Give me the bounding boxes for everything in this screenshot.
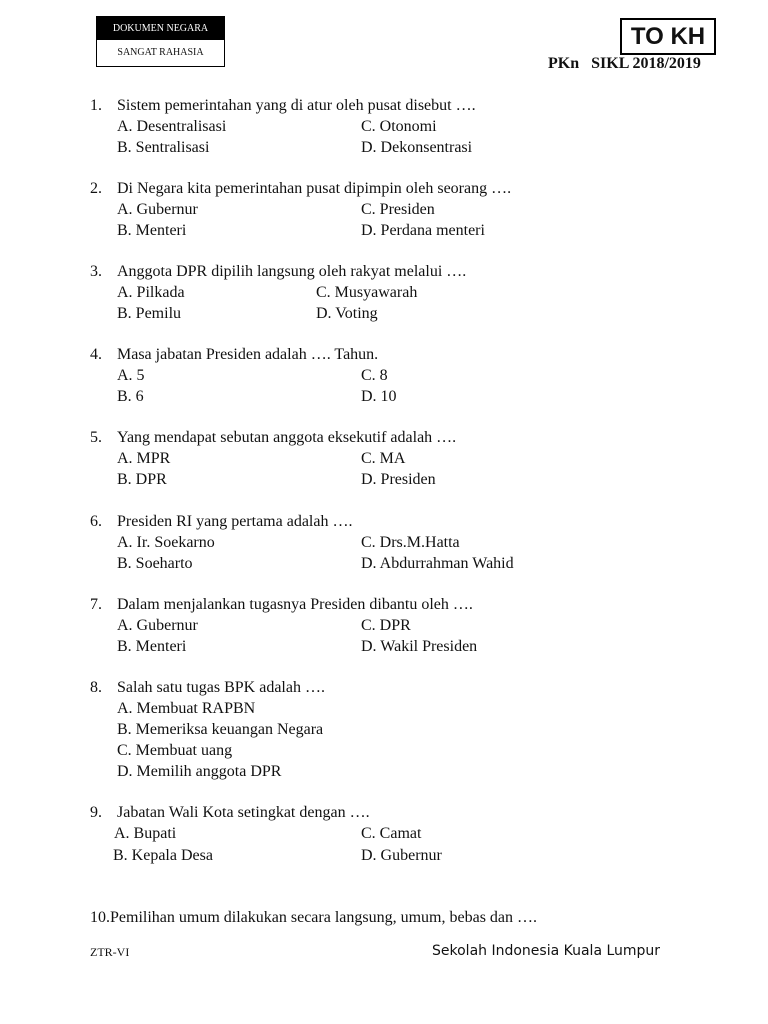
question-text: Salah satu tugas BPK adalah …. [117, 679, 325, 696]
question-3 [90, 261, 466, 282]
question-5 [90, 427, 456, 448]
option-b: B. DPR [117, 471, 167, 488]
option-c: C. Presiden [361, 201, 435, 218]
option-d: D. Gubernur [361, 847, 442, 864]
option-a: A. Pilkada [117, 284, 185, 301]
question-text: Yang mendapat sebutan anggota eksekutif adalah …. [117, 429, 457, 446]
question-text: Masa jabatan Presiden adalah …. Tahun. [117, 346, 379, 363]
option-c: C. Otonomi [361, 118, 437, 135]
question-text: Anggota DPR dipilih langsung oleh rakyat melalui …. [117, 263, 467, 280]
question-number: 10. [90, 909, 110, 926]
question-8 [90, 677, 325, 698]
footer-school: Sekolah Indonesia Kuala Lumpur [432, 943, 661, 959]
option-b: B. Menteri [117, 638, 187, 655]
question-4 [90, 344, 378, 365]
option-d: D. Wakil Presiden [361, 638, 478, 655]
question-text: Dalam menjalankan tugasnya Presiden dibantu oleh …. [117, 596, 473, 613]
option-d: D. Voting [316, 305, 378, 322]
classification-top: DOKUMEN NEGARA [97, 17, 224, 40]
question-number: 1. [90, 97, 102, 114]
question-number: 3. [90, 263, 102, 280]
question-text: Jabatan Wali Kota setingkat dengan …. [117, 804, 370, 821]
option-c: C. DPR [361, 617, 411, 634]
option-a: A. MPR [117, 450, 171, 467]
option-a: A. Desentralisasi [117, 118, 227, 135]
question-number: 5. [90, 429, 102, 446]
option-d: D. Abdurrahman Wahid [361, 555, 514, 572]
question-text: Sistem pemerintahan yang di atur oleh pusat disebut …. [117, 97, 476, 114]
question-number: 2. [90, 180, 102, 197]
question-1 [90, 95, 476, 116]
option-c: C. Musyawarah [316, 284, 418, 301]
option-a: A. Ir. Soekarno [117, 534, 215, 551]
question-number: 7. [90, 596, 102, 613]
question-text: Di Negara kita pemerintahan pusat dipimpin oleh seorang …. [117, 180, 512, 197]
question-10 [90, 907, 537, 928]
question-7 [90, 594, 473, 615]
question-number: 9. [90, 804, 102, 821]
option-a: A. Bupati [114, 825, 177, 842]
question-number: 6. [90, 513, 102, 530]
option-c: C. MA [361, 450, 406, 467]
option-b: B. Soeharto [117, 555, 193, 572]
option-d: D. Dekonsentrasi [361, 139, 473, 156]
footer-code: ZTR-VI [90, 945, 130, 959]
option-a: A. 5 [117, 367, 145, 384]
subject-title: PKn SIKL 2018/2019 [548, 55, 701, 72]
option-d: D. 10 [361, 388, 397, 405]
question-6 [90, 511, 352, 532]
question-text: Presiden RI yang pertama adalah …. [117, 513, 353, 530]
option-a: A. Membuat RAPBN [117, 700, 256, 717]
option-c: C. 8 [361, 367, 388, 384]
option-c: C. Membuat uang [117, 742, 233, 759]
option-d: D. Perdana menteri [361, 222, 485, 239]
question-2 [90, 178, 511, 199]
option-d: D. Presiden [361, 471, 436, 488]
option-a: A. Gubernur [117, 617, 198, 634]
question-number: 4. [90, 346, 102, 363]
option-c: C. Camat [361, 825, 422, 842]
option-a: A. Gubernur [117, 201, 198, 218]
question-text: Pemilihan umum dilakukan secara langsung, umum, bebas dan …. [110, 909, 538, 926]
option-c: C. Drs.M.Hatta [361, 534, 460, 551]
option-b: B. Menteri [117, 222, 187, 239]
option-d: D. Memilih anggota DPR [117, 763, 282, 780]
option-b: B. Memeriksa keuangan Negara [117, 721, 324, 738]
classification-bottom: SANGAT RAHASIA [117, 47, 204, 58]
classification-box [96, 16, 225, 67]
option-b: B. Pemilu [117, 305, 182, 322]
option-b: B. Sentralisasi [117, 139, 210, 156]
option-b: B. Kepala Desa [113, 847, 213, 864]
option-b: B. 6 [117, 388, 144, 405]
question-9 [90, 802, 370, 823]
question-number: 8. [90, 679, 102, 696]
exam-code-box: TO KH [620, 18, 716, 55]
